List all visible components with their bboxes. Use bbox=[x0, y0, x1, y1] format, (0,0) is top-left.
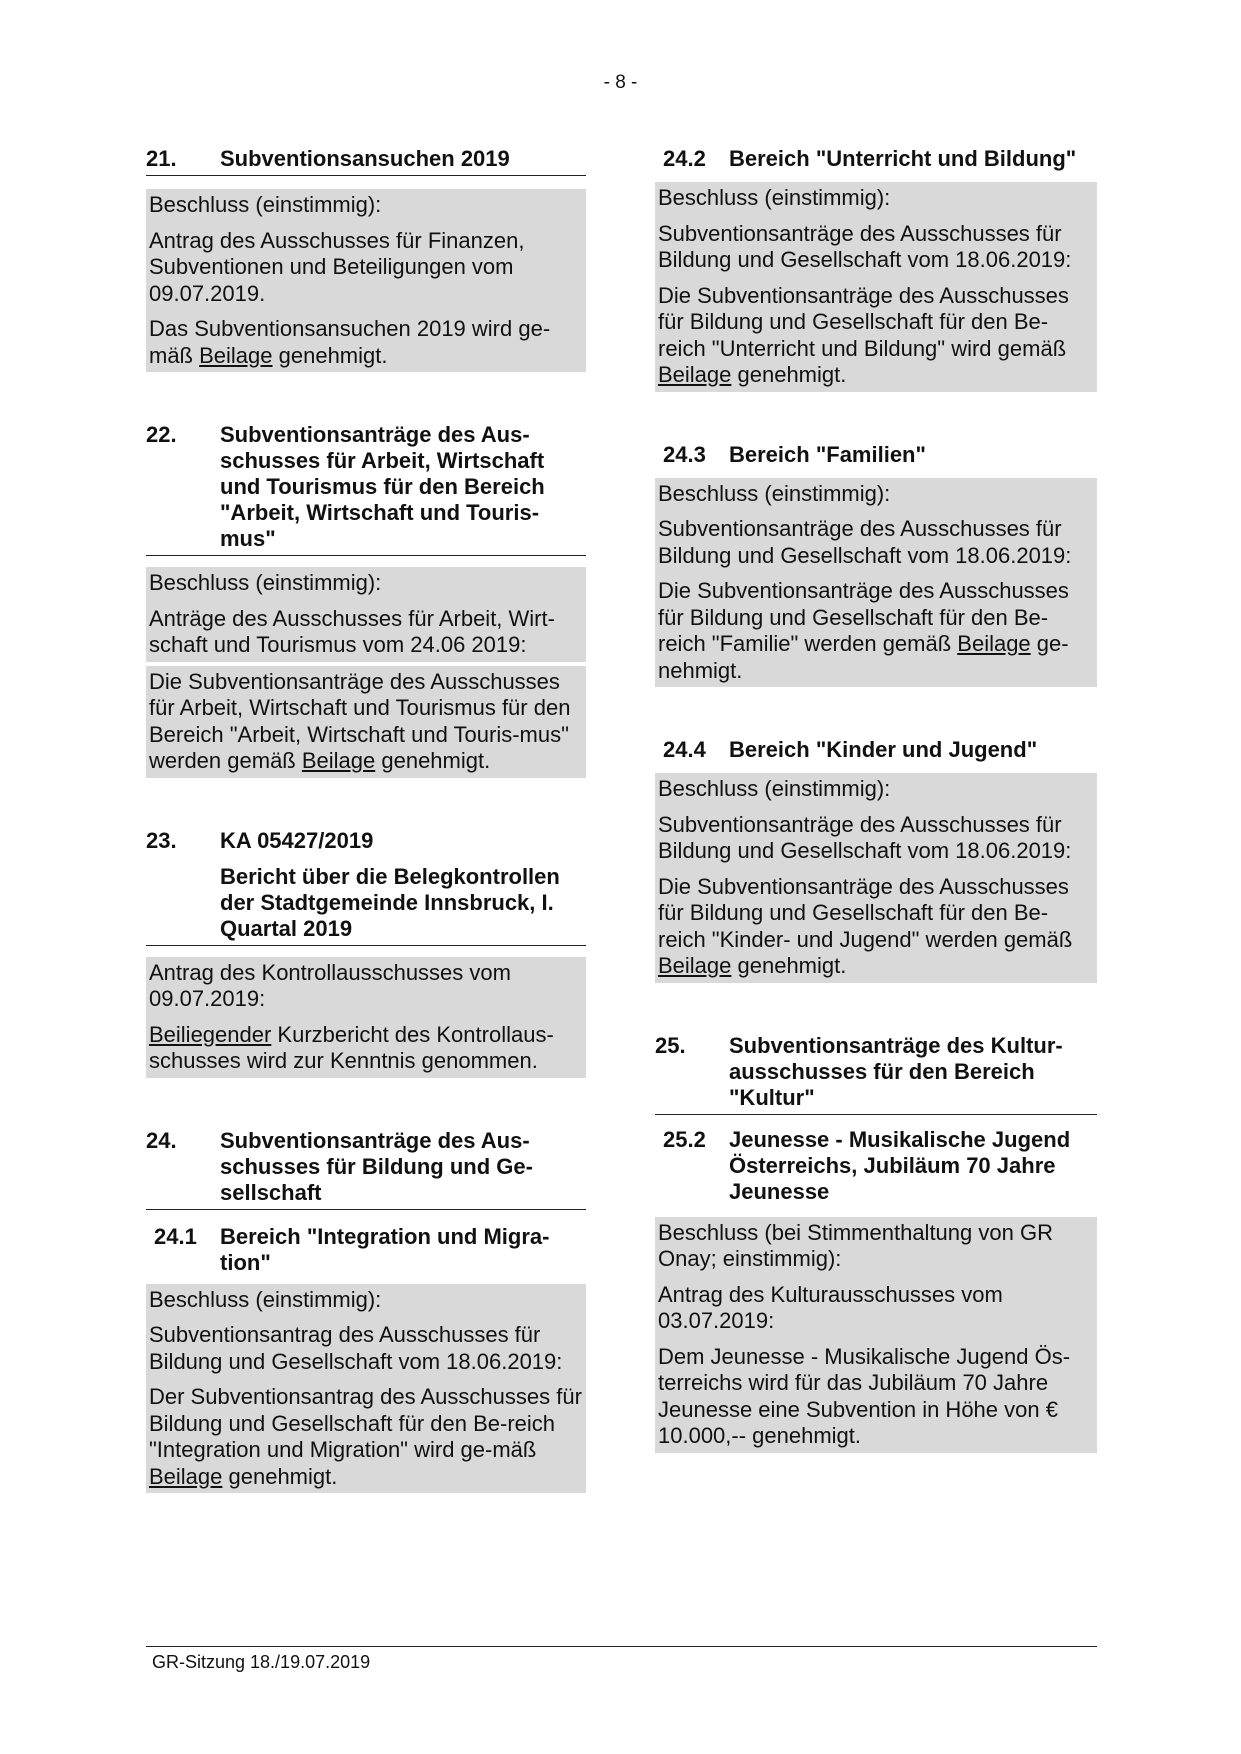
section-title: Subventionsanträge des Aus-schusses für Arbeit, Wirtschaft und Tourismus für den Bereich "Arbeit, Wirtschaft und Touris-mus" bbox=[220, 422, 545, 551]
section-24-4-heading bbox=[655, 737, 1097, 763]
section-title: Jeunesse - Musikalische Jugend Österreichs, Jubiläum 70 Jahre Jeunesse bbox=[729, 1126, 1071, 1204]
section-25-2-heading bbox=[655, 1127, 1097, 1205]
section-title: KA 05427/2019 bbox=[220, 827, 374, 853]
right-column bbox=[655, 146, 1097, 1453]
section-title: Bereich "Integration und Migra-tion" bbox=[220, 1223, 550, 1275]
section-title: Subventionsansuchen 2019 bbox=[220, 146, 510, 171]
antrag-text: Antrag des Ausschusses für Finanzen, Subventionen und Beteiligungen vom 09.07.2019. bbox=[149, 227, 525, 306]
beschluss-line: Beschluss (einstimmig): bbox=[658, 776, 891, 801]
section-number: 23. bbox=[146, 827, 177, 853]
beilage-link[interactable]: Beilage bbox=[149, 1463, 223, 1489]
section-number: 24.4 bbox=[663, 737, 706, 762]
section-24-heading bbox=[146, 1128, 586, 1210]
section-number: 22. bbox=[146, 422, 177, 447]
section-21 bbox=[146, 146, 586, 372]
section-25 bbox=[655, 1033, 1097, 1453]
antrag-text: Antrag des Kulturausschusses vom 03.07.2019: bbox=[658, 1281, 1003, 1333]
section-24-3 bbox=[655, 442, 1097, 688]
beschluss-box bbox=[146, 567, 586, 662]
resolution-text: Die Subventionsanträge des Ausschusses für Bildung und Gesellschaft für den Be-reich "Kinder- und Jugend" werden gemäß Beilage genehmigt. bbox=[658, 873, 1073, 978]
section-number: 21. bbox=[146, 146, 177, 171]
resolution-box bbox=[655, 478, 1097, 688]
resolution-text: Das Subventionsansuchen 2019 wird ge-mäß Beilage genehmigt. bbox=[149, 316, 551, 368]
resolution-text: Der Subventionsantrag des Ausschusses für Bildung und Gesellschaft für den Be-reich "Integration und Migration" wird ge-mäß Beilage genehmigt. bbox=[149, 1384, 582, 1489]
section-subtitle: Bericht über die Belegkontrollen der Stadtgemeinde Innsbruck, I. Quartal 2019 bbox=[220, 863, 560, 941]
section-title: Bereich "Familien" bbox=[729, 441, 926, 467]
section-25-heading bbox=[655, 1033, 1097, 1115]
beschluss-line: Beschluss (bei Stimmenthaltung von GR Onay; einstimmig): bbox=[658, 1219, 1053, 1271]
resolution-box bbox=[146, 1284, 586, 1494]
resolution-box bbox=[655, 773, 1097, 983]
antrag-text: Subventionsanträge des Ausschusses für Bildung und Gesellschaft vom 18.06.2019: bbox=[658, 220, 1072, 272]
section-24-4 bbox=[655, 737, 1097, 983]
resolution-text: Die Subventionsanträge des Ausschusses für Arbeit, Wirtschaft und Tourismus für den Bereich "Arbeit, Wirtschaft und Touris-mus" werden gemäß Beilage genehmigt. bbox=[149, 668, 571, 773]
resolution-text: Die Subventionsanträge des Ausschusses für Bildung und Gesellschaft für den Be-reich "Unterricht und Bildung" wird gemäß Beilage genehmigt. bbox=[658, 282, 1069, 387]
page-number: - 8 - bbox=[603, 72, 638, 93]
beschluss-line: Beschluss (einstimmig): bbox=[658, 480, 891, 506]
section-24 bbox=[146, 1128, 586, 1494]
section-title: Bereich "Unterricht und Bildung" bbox=[729, 146, 1077, 171]
resolution-box bbox=[146, 189, 586, 372]
section-21-heading bbox=[146, 146, 586, 176]
beilage-link[interactable]: Beilage bbox=[658, 953, 732, 978]
section-23 bbox=[146, 828, 586, 1078]
resolution-text: Beiliegender Kurzbericht des Kontrollaus-schusses wird zur Kenntnis genommen. bbox=[149, 1021, 554, 1073]
beilage-link[interactable]: Beilage bbox=[658, 362, 732, 387]
beschluss-line: Beschluss (einstimmig): bbox=[658, 185, 891, 210]
section-24-2 bbox=[655, 146, 1097, 392]
resolution-text: Dem Jeunesse - Musikalische Jugend Ös-terreichs wird für das Jubiläum 70 Jahre Jeunesse eine Subvention in Höhe von € 10.000,-- genehmigt. bbox=[658, 1343, 1071, 1448]
beilage-link[interactable]: Beilage bbox=[957, 631, 1031, 656]
section-number: 25.2 bbox=[663, 1126, 706, 1152]
section-24-1-heading bbox=[146, 1224, 586, 1276]
resolution-box bbox=[655, 182, 1097, 392]
section-number: 24. bbox=[146, 1127, 177, 1153]
beilage-link[interactable]: Beilage bbox=[199, 342, 273, 368]
antrag-text: Subventionsantrag des Ausschusses für Bildung und Gesellschaft vom 18.06.2019: bbox=[149, 1322, 563, 1374]
section-number: 24.1 bbox=[154, 1223, 197, 1249]
antrag-text: Anträge des Ausschusses für Arbeit, Wirt-schaft und Tourismus vom 24.06 2019: bbox=[149, 605, 555, 657]
resolution-box bbox=[146, 957, 586, 1078]
section-24-2-heading bbox=[655, 146, 1097, 172]
section-22-heading bbox=[146, 422, 586, 556]
resolution-box bbox=[146, 666, 586, 778]
antrag-text: Antrag des Kontrollausschusses vom 09.07.2019: bbox=[149, 959, 511, 1011]
beschluss-line: Beschluss (einstimmig): bbox=[149, 1286, 382, 1312]
beiliegender-link[interactable]: Beiliegender bbox=[149, 1021, 272, 1047]
antrag-text: Subventionsanträge des Ausschusses für Bildung und Gesellschaft vom 18.06.2019: bbox=[658, 811, 1072, 863]
resolution-text: Die Subventionsanträge des Ausschusses für Bildung und Gesellschaft für den Be-reich "Familie" werden gemäß Beilage ge-nehmigt. bbox=[658, 578, 1069, 683]
section-23-subheading bbox=[146, 864, 586, 946]
left-column bbox=[146, 146, 586, 1493]
section-number: 25. bbox=[655, 1032, 686, 1058]
footer-text: GR-Sitzung 18./19.07.2019 bbox=[152, 1652, 371, 1672]
resolution-box bbox=[655, 1217, 1097, 1453]
section-number: 24.2 bbox=[663, 146, 706, 171]
beschluss-line: Beschluss (einstimmig): bbox=[149, 570, 382, 595]
footer-divider bbox=[146, 1646, 1097, 1647]
antrag-text: Subventionsanträge des Ausschusses für Bildung und Gesellschaft vom 18.06.2019: bbox=[658, 516, 1072, 568]
beschluss-line: Beschluss (einstimmig): bbox=[149, 192, 382, 217]
section-23-heading bbox=[146, 828, 586, 854]
section-title: Subventionsanträge des Aus-schusses für Bildung und Ge-sellschaft bbox=[220, 1127, 533, 1205]
beilage-link[interactable]: Beilage bbox=[301, 748, 376, 773]
section-number: 24.3 bbox=[663, 441, 706, 467]
section-24-3-heading bbox=[655, 442, 1097, 468]
section-22 bbox=[146, 422, 586, 778]
section-title: Bereich "Kinder und Jugend" bbox=[729, 737, 1038, 762]
section-title: Subventionsanträge des Kultur-ausschusses für den Bereich "Kultur" bbox=[729, 1032, 1063, 1110]
